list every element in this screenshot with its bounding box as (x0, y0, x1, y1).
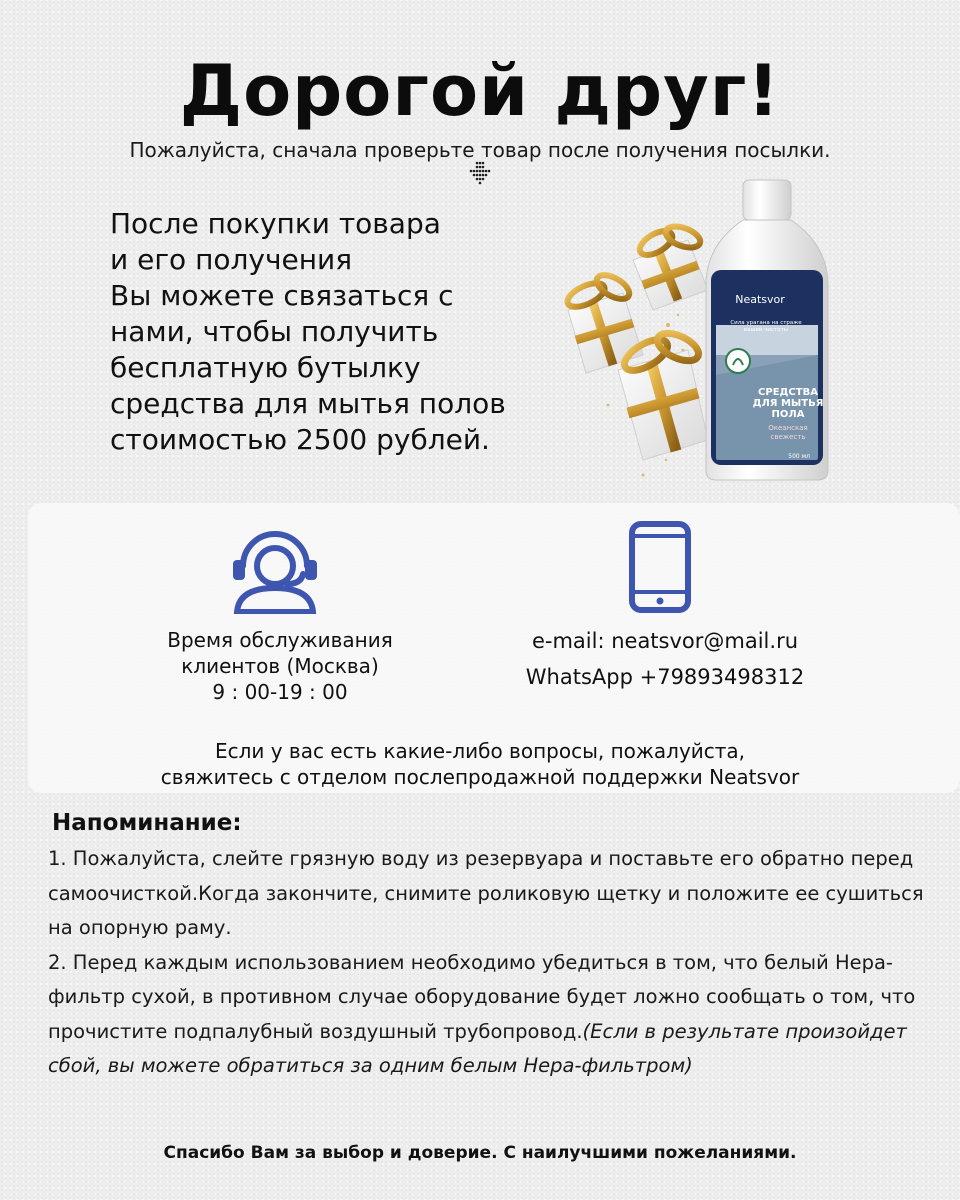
gift-box-top (633, 222, 708, 310)
contact-info (480, 627, 850, 699)
support-note-line-1: Если у вас есть какие-либо вопросы, пожалуйста, (214, 739, 746, 763)
cleaner-bottle (706, 180, 828, 480)
intro-text: После покупки товара и его получения Вы можете связаться с нами, чтобы получить бесплатную бутылку средства для мытья полов стоимостью 2500 рублей. (110, 207, 506, 456)
reminder-item-2-text: 2. Перед каждым использованием необходимо убедиться в том, что белый Hepa-фильтр сухой, в противном случае оборудование будет ложно сообщать о том, что прочистите подпалубный воздушный трубопровод. (48, 950, 916, 1043)
service-hours-line-2: клиентов (Москва) (181, 654, 379, 678)
bottle-label-1: СРЕДСТВА (758, 387, 818, 398)
bottle-scent-2: свежесть (770, 433, 806, 441)
reminder-item-1: 1. Пожалуйста, слейте грязную воду из резервуара и поставьте его обратно перед самоочисткой.Когда закончите, снимите роликовую щетку и положите ее сушиться на опорную раму. (48, 847, 924, 939)
bottle-volume: 500 мл (788, 453, 810, 460)
bottle-scent-1: Океанская (768, 424, 808, 432)
whatsapp-link[interactable]: WhatsApp +79893498312 (525, 665, 805, 689)
closing-thanks: Спасибо Вам за выбор и доверие. С наилучшими пожеланиями. (163, 1143, 797, 1163)
reminder-title: Напоминание: (52, 810, 242, 836)
page-title: Дорогой друг! (179, 50, 781, 132)
support-note-line-2: свяжитесь с отделом послепродажной поддержки Neatsvor (160, 765, 800, 789)
email-link[interactable]: e-mail: neatsvor@mail.ru (531, 629, 799, 653)
support-note (100, 738, 860, 790)
service-hours-time: 9 : 00-19 : 00 (212, 680, 348, 704)
service-hours (130, 627, 430, 705)
reminder-item-2-note: (Если в результате произойдет сбой, вы можете обратиться за одним белым Hepa-фильтром) (48, 1019, 907, 1077)
bottle-label-3: ПОЛА (771, 409, 805, 420)
dotted-arrow-down-icon (466, 160, 494, 188)
gift-box-front (618, 328, 708, 460)
smartphone-icon (628, 520, 692, 614)
bottle-label-2: ДЛЯ МЫТЬЯ (752, 398, 824, 409)
headset-operator-icon (225, 524, 325, 614)
bottle-brand: Neatsvor (735, 293, 785, 306)
page-subtitle: Пожалуйста, сначала проверьте товар после получения посылки. (129, 138, 831, 162)
bottle-tagline-1: Сила урагана на страже (730, 320, 802, 326)
reminder-list (48, 842, 948, 1084)
service-hours-line-1: Время обслуживания (167, 628, 393, 652)
reminder-item-2 (48, 946, 948, 1084)
bottle-tagline-2: вашей чистоты (743, 327, 789, 333)
product-illustration (548, 175, 848, 505)
